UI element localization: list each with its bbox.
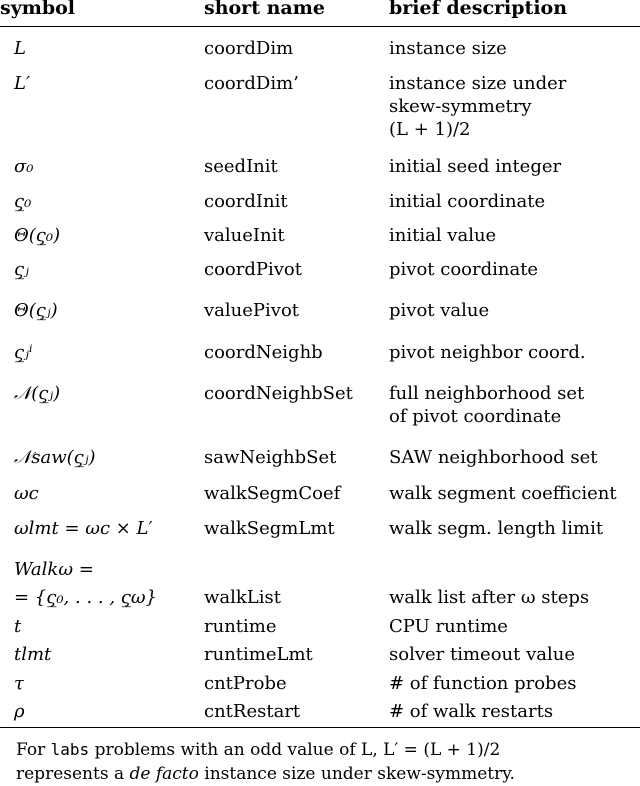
row-short-name: coordNeighbSet xyxy=(204,383,353,404)
footnote-part4: instance size under skew-symmetry. xyxy=(198,764,515,784)
row-symbol: ωlmt = ωc × L′ xyxy=(14,518,153,539)
row-symbol: = {ς̲₀, . . . , ς̲ω} xyxy=(14,587,157,608)
row-symbol: τ xyxy=(14,673,24,694)
footnote-part1: For xyxy=(16,740,51,760)
row-short-name: coordDim’ xyxy=(204,73,299,94)
row-short-name: walkSegmCoef xyxy=(204,483,341,504)
row-short-name: runtimeLmt xyxy=(204,644,313,665)
row-description: full neighborhood set of pivot coordinate xyxy=(389,383,585,427)
footnote-part3: represents a xyxy=(16,764,130,784)
row-symbol: σ₀ xyxy=(14,156,34,177)
row-description: walk list after ω steps xyxy=(389,587,590,608)
row-symbol: 𝒩saw(ς̲ⱼ) xyxy=(14,447,96,468)
row-short-name: cntProbe xyxy=(204,673,287,694)
row-symbol: t xyxy=(14,616,22,637)
row-short-name: cntRestart xyxy=(204,701,301,722)
footnote-part2: problems with an odd value of L, L′ = (L + 1)/2 xyxy=(89,740,501,760)
row-description: # of function probes xyxy=(389,673,577,694)
row-symbol: Walkω = xyxy=(14,559,94,580)
header-symbol: symbol xyxy=(0,0,76,19)
row-short-name: walkList xyxy=(204,587,281,608)
footnote-italic: de facto xyxy=(129,764,199,784)
row-description: pivot neighbor coord. xyxy=(389,342,586,363)
row-description: solver timeout value xyxy=(389,644,575,665)
row-short-name: coordNeighb xyxy=(204,342,323,363)
row-symbol: ς̲₀ xyxy=(14,191,32,212)
row-short-name: walkSegmLmt xyxy=(204,518,335,539)
table-header xyxy=(0,0,640,27)
row-description: initial coordinate xyxy=(389,191,546,212)
row-short-name: coordDim xyxy=(204,38,294,59)
row-symbol: L xyxy=(14,38,26,59)
row-short-name: coordPivot xyxy=(204,259,302,280)
row-description: walk segment coefficient xyxy=(389,483,617,504)
row-symbol: ρ xyxy=(14,701,25,722)
row-description: pivot value xyxy=(389,300,490,321)
row-description: SAW neighborhood set xyxy=(389,447,598,468)
row-description: instance size xyxy=(389,38,507,59)
row-short-name: valueInit xyxy=(204,225,285,246)
row-symbol: Θ(ς̲₀) xyxy=(14,225,61,246)
row-symbol: ωc xyxy=(14,483,39,504)
footnote-mono: labs xyxy=(50,740,90,759)
row-description: # of walk restarts xyxy=(389,701,554,722)
row-description: instance size under skew-symmetry (L + 1)/2 xyxy=(389,73,567,140)
row-description: initial value xyxy=(389,225,497,246)
row-description: walk segm. length limit xyxy=(389,518,604,539)
row-short-name: runtime xyxy=(204,616,277,637)
row-symbol: ς̲ⱼⁱ xyxy=(14,342,33,363)
table-footnote xyxy=(16,738,636,786)
row-symbol: ς̲ⱼ xyxy=(14,259,29,280)
row-description: pivot coordinate xyxy=(389,259,539,280)
row-description: CPU runtime xyxy=(389,616,508,637)
row-symbol: 𝒩(ς̲ⱼ) xyxy=(14,383,61,404)
row-short-name: coordInit xyxy=(204,191,288,212)
row-symbol: L′ xyxy=(14,73,31,94)
row-symbol: tlmt xyxy=(14,644,52,665)
header-brief-description: brief description xyxy=(389,0,568,19)
row-short-name: valuePivot xyxy=(204,300,300,321)
row-short-name: sawNeighbSet xyxy=(204,447,337,468)
header-short-name: short name xyxy=(204,0,325,19)
table-bottom-rule xyxy=(0,727,640,728)
row-description: initial seed integer xyxy=(389,156,562,177)
row-short-name: seedInit xyxy=(204,156,278,177)
row-symbol: Θ(ς̲ⱼ) xyxy=(14,300,58,321)
